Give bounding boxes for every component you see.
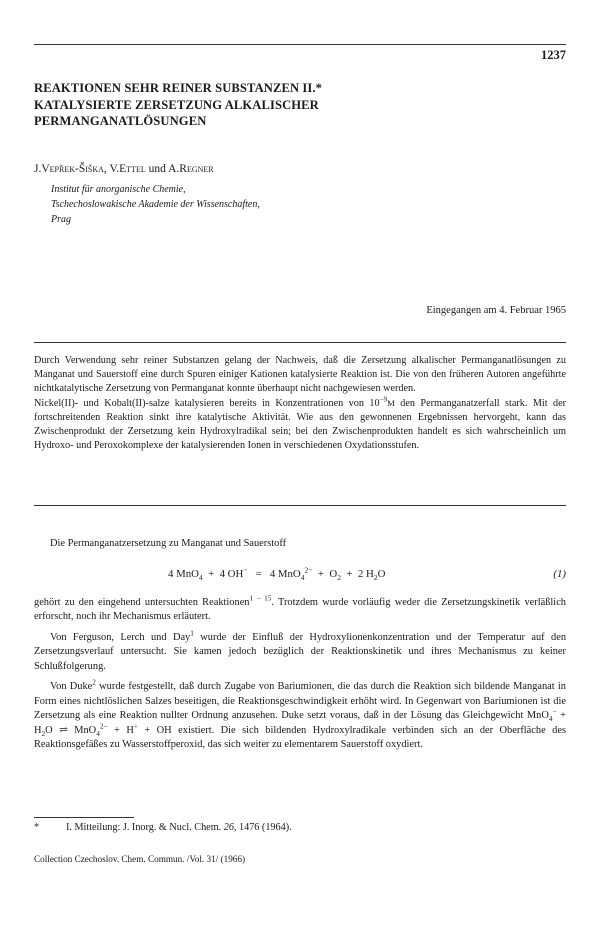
inline-equilibrium: $MnO_4^- + H_2O$ ⇌ MnO$_4^{2-}$ + H+ + OH	[34, 707, 566, 738]
abstract-bottom-rule	[34, 505, 566, 506]
footnote-volume: 26	[223, 822, 234, 833]
body-text	[34, 537, 566, 753]
affiliation-line-3: Prag	[51, 214, 71, 225]
page-number: 1237	[541, 48, 566, 62]
paragraph-3: Von Duke$^2$ wurde festgestellt, daß durch Zugabe von Bariumionen, die das durch die Reaktion sich bildende Manganat in Form eines nichtlöslichen Salzes beseitigen, die Reaktionsgeschwindigkeit erhöht wird. In Gegenwart von Bariumionen ist die Zersetzung als eine Reaktion nullter Ordnung anzusehen. Duke setzt voraus, daß in der Lösung das Gleichgewicht $MnO_4^- + H_2O$ ⇌ MnO$_4^{2-}$ + H+ + OH existiert. Die sich bildenden Hydroxylradikale verbinden sich an der Oberfläche des Reaktionsgefäßes zu Wasserstoffperoxid, das sich weiter zu elementarem Sauerstoff oxydiert.	[34, 678, 566, 750]
top-rule	[34, 44, 566, 45]
affiliation-line-2: Tschechoslowakische Akademie der Wissenschaften,	[51, 199, 260, 210]
article-title	[34, 80, 322, 130]
abstract-paragraph-2: Nickel(II)- und Kobalt(II)-salze katalysieren bereits in Konzentrationen von $10^{-9}M$ den Permanganatzerfall stark. Mit der fortschreitenden Reaktion sinkt ihre katalytische Aktivität. Wie aus den gewonnenen Ergebnissen hervorgeht, kann das Zwischenprodukt der Zersetzung kein Hydroxylradikal sein; bei den Zwischenprodukten handelt es sich wahrscheinlich um Hydroxo- und Peroxokomplexe der katalysierenden Ionen in verschiedenen Oxydationsstufen.	[34, 395, 566, 451]
title-line-1: REAKTIONEN SEHR REINER SUBSTANZEN II.*	[34, 81, 323, 95]
exponent: −9	[379, 395, 388, 404]
paragraph-2: Von Ferguson, Lerch und Day$^1$ wurde der Einfluß der Hydroxylionenkonzentration und der Temperatur auf den Zersetzungsverlauf untersucht. Sie kamen jedoch bezüglich der Reaktionskinetik und ihres Mechanismus zu keiner Schlußfolgerung.	[34, 629, 567, 672]
author-separator-1: , V.	[103, 163, 120, 175]
author-3-name: Regner	[179, 163, 214, 175]
reference-marker: 1 − 15	[249, 594, 272, 603]
molar-unit: M	[387, 398, 395, 408]
abstract	[34, 354, 566, 453]
reference-marker: 2	[92, 678, 96, 687]
footnote-mark: *	[34, 822, 40, 833]
footnote-rule	[34, 817, 134, 818]
footnote: * I. Mitteilung: J. Inorg. & Nucl. Chem. 26, 1476 (1964).	[34, 822, 292, 833]
title-line-3: PERMANGANATLÖSUNGEN	[34, 114, 207, 128]
equation-1	[34, 558, 566, 592]
abstract-paragraph-1: Durch Verwendung sehr reiner Substanzen gelang der Nachweis, daß die Zersetzung alkalischer Permanganatlösungen zu Manganat und Sauerstoff eine durch Spuren einiger Kationen katalysierte Reaktion ist. Die von den früheren Autoren angeführte nichtkatalytische Zersetzung von Permanganat konnte überhaupt nicht nachgewiesen werden.	[34, 355, 566, 394]
equation-number: (1)	[553, 567, 566, 580]
received-date: Eingegangen am 4. Februar 1965	[426, 305, 566, 316]
reference-marker: 1	[190, 629, 194, 638]
affiliation	[51, 182, 260, 227]
author-1-name: Vepřek-Šiška	[41, 163, 104, 175]
abstract-top-rule	[34, 342, 566, 343]
intro-line: Die Permanganatzersetzung zu Manganat und Sauerstoff	[50, 538, 287, 549]
title-line-2: KATALYSIERTE ZERSETZUNG ALKALISCHER	[34, 97, 319, 112]
author-2-name: Ettel	[119, 163, 146, 175]
author-list	[34, 163, 214, 175]
author-1-initial: J.	[34, 163, 42, 175]
affiliation-line-1: Institut für anorganische Chemie,	[51, 184, 186, 195]
author-separator-2: und A.	[145, 163, 180, 175]
journal-citation: Collection Czechoslov. Chem. Commun. /Vol. 31/ (1966)	[34, 854, 246, 864]
paragraph-1: gehört zu den eingehend untersuchten Reaktionen$^{1 - 15}$. Trotzdem wurde vorläufig weder die Zersetzungskinetik verläßlich erforscht, noch ihr Mechanismus erläutert.	[34, 594, 567, 622]
equation-formula: 4 MnO$_4$ + 4 OH− = 4 $MnO_4^{2-} + O_2 + 2$ $H_2O$	[168, 564, 386, 582]
